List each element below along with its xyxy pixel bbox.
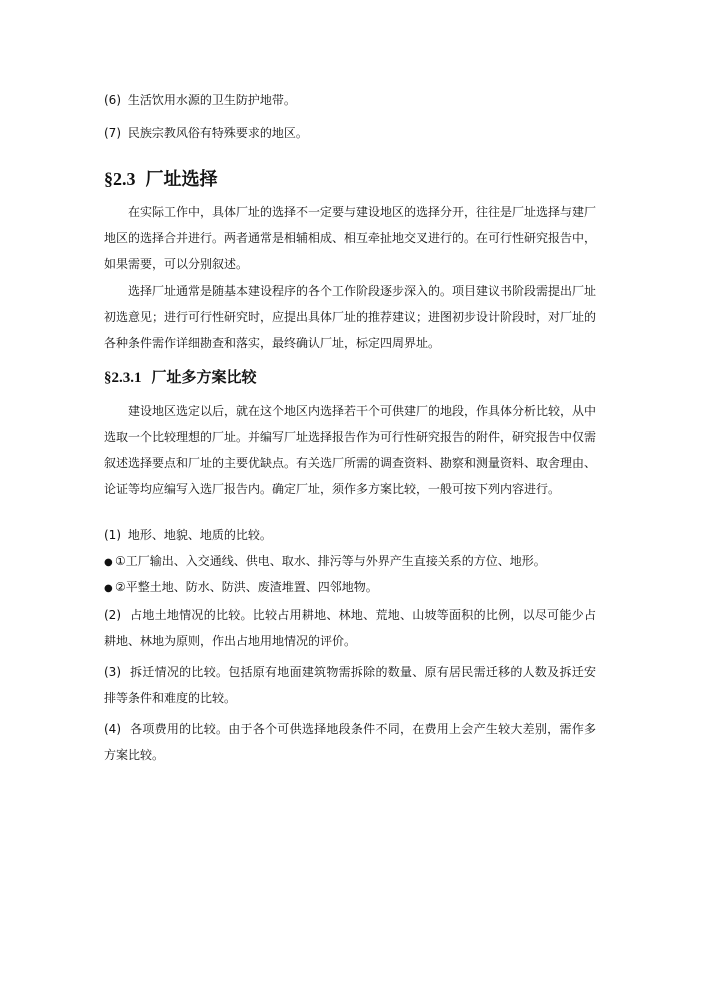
list-item-number: (6)	[104, 93, 121, 107]
subsection-title: 厂址多方案比较	[151, 368, 257, 386]
list-item	[104, 87, 600, 113]
list-item	[104, 522, 600, 548]
list-item-text: 拆迁情况的比较。包括原有地面建筑物需拆除的数量、原有居民需迁移的人数及拆迁安排等条件和难度的比较。	[104, 665, 596, 705]
section-number: §2.3	[104, 169, 136, 189]
list-item-text: 生活饮用水源的卫生防护地带。	[127, 93, 296, 107]
list-item-text: 民族宗教风俗有特殊要求的地区。	[127, 126, 308, 140]
subsection-number: §2.3.1	[104, 370, 142, 386]
list-item-number: (1)	[104, 528, 121, 542]
list-item	[104, 716, 596, 768]
body-paragraph: 建设地区选定以后，就在这个地区内选择若干个可供建厂的地段，作具体分析比较，从中选取一个比较理想的厂址。并编写厂址选择报告作为可行性研究报告的附件，研究报告中仅需叙述选择要点和厂址的主要优缺点。有关选厂所需的调查资料、勘察和测量资料、取舍理由、论证等均应编写入选厂报告内。确定厂址，须作多方案比较，一般可按下列内容进行。	[104, 404, 597, 496]
list-item-text: 地形、地貌、地质的比较。	[127, 528, 272, 542]
bullet-text: ①工厂输出、入交通线、供电、取水、排污等与外界产生直接关系的方位、地形。	[115, 554, 546, 568]
body-paragraph: 选择厂址通常是随基本建设程序的各个工作阶段逐步深入的。项目建议书阶段需提出厂址初选意见；进行可行性研究时，应提出具体厂址的推荐建议；进图初步设计阶段时，对厂址的各种条件需作详细勘查和落实，最终确认厂址，标定四周界址。	[104, 284, 597, 350]
list-item-number: (7)	[104, 126, 121, 140]
section-heading	[104, 165, 218, 191]
bullet-text: ②平整土地、防水、防洪、废渣堆置、四邻地物。	[115, 580, 378, 594]
bullet-item	[104, 574, 600, 602]
list-item-number: (2)	[104, 608, 121, 622]
list-item	[104, 602, 596, 654]
list-item-text: 占地土地情况的比较。比较占用耕地、林地、荒地、山坡等面积的比例，以尽可能少占耕地、林地为原则，作出占地用地情况的评价。	[104, 608, 596, 648]
list-item-text: 各项费用的比较。由于各个可供选择地段条件不同，在费用上会产生较大差别，需作多方案比较。	[104, 722, 596, 762]
section-title: 厂址选择	[145, 169, 218, 190]
list-item-number: (4)	[104, 722, 121, 736]
bullet-icon: ●	[104, 557, 113, 568]
bullet-icon: ●	[104, 583, 113, 594]
list-item	[104, 659, 596, 711]
list-item-number: (3)	[104, 665, 121, 679]
body-paragraph: 在实际工作中，具体厂址的选择不一定要与建设地区的选择分开，往往是厂址选择与建厂地区的选择合并进行。两者通常是相辅相成、相互牵扯地交叉进行的。在可行性研究报告中，如果需要，可以分别叙述。	[104, 205, 597, 271]
subsection-heading	[104, 366, 257, 387]
list-item	[104, 120, 600, 146]
bullet-item	[104, 548, 600, 576]
